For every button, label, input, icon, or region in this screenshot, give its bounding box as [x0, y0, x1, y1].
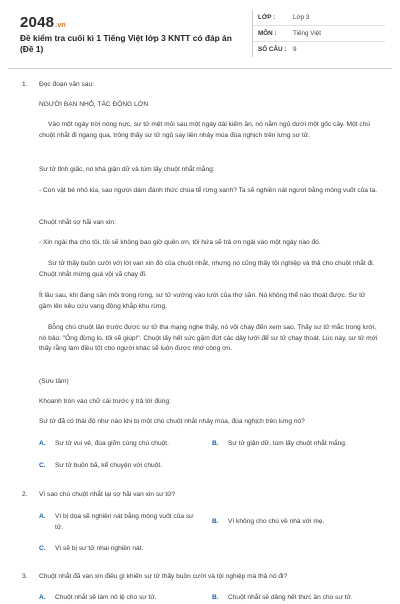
- story-paragraph: Bỗng chú chuột lần trước được sư tử tha mạng nghe thấy, nó vội chạy đến xem sao. Thấy sư tử mắc trong lưới, nó bảo: "Ông đừng lo, tôi sẽ giúp!". Chuột lấy hết sức gặm đứt các dây lưới để sư tử chạy thoát. Lúc này, sư tử mới thấy rằng làm điều tốt cho người khác sẽ luôn được nhớ công ơn.: [39, 324, 378, 352]
- question-text: Sư tử đã có thái độ như nào khi bị một chú chuột nhắt nhảy múa, đùa nghịch trên lưng nó?: [39, 418, 305, 425]
- question-text: Vì sao chú chuột nhắt lại sợ hãi van xin sư tử?: [39, 491, 176, 498]
- option-text: Sư tử giận dữ, túm lấy chuột nhắt mắng.: [228, 440, 347, 447]
- page-header: [0, 0, 400, 66]
- header-divider: [8, 68, 392, 69]
- option-letter: B.: [212, 594, 219, 601]
- option-letter: B.: [212, 518, 219, 525]
- meta-value: Tiếng Việt: [293, 30, 322, 37]
- option-letter: A.: [39, 594, 46, 601]
- story-paragraph: Ít lâu sau, khi đang săn mồi trong rừng, sư tử vướng vào lưới của thợ săn. Nó không thể nào thoát được. Sư tử gầm lên kêu cứu vang động khắp khu rừng.: [39, 292, 366, 310]
- option-letter: C.: [39, 462, 46, 469]
- question-prompt: Đọc đoạn văn sau:: [39, 81, 94, 88]
- question-number: 1.: [22, 81, 28, 88]
- story-paragraph: Sư tử thấy buồn cười với lời van xin đó của chuột nhắt, nhưng nó cũng thấy tội nghiệp và thả cho chuột nhắt đi. Chuột nhắt mừng quá vội vã chạy đi.: [39, 260, 375, 278]
- document-title: Đề kiểm tra cuối kì 1 Tiếng Việt lớp 3 KNTT có đáp án (Đề 1): [20, 33, 232, 54]
- question-text: Chuột nhắt đã van xin điều gì khiến sư tử thấy buồn cười và tội nghiệp mà thả nó đi?: [39, 573, 288, 580]
- meta-label: LỚP :: [258, 14, 276, 21]
- question-instruction: Khoanh tròn vào chữ cái trước ý trả lời đúng:: [39, 398, 171, 405]
- logo-text: 2048: [20, 14, 55, 31]
- option-text: Vì bị dọa sẽ nghiền nát bằng móng vuốt của sư tử.: [55, 513, 194, 531]
- option-letter: B.: [212, 440, 219, 447]
- question-number: 2.: [22, 491, 28, 498]
- site-logo[interactable]: [20, 14, 66, 31]
- story-paragraph: Chuột nhắt sợ hãi van xin:: [39, 219, 116, 226]
- option-letter: A.: [39, 440, 46, 447]
- option-text: Vì không cho chú về nhà với mẹ.: [228, 518, 325, 525]
- option-text: Chuột nhắt sẽ dâng hết thức ăn cho sư tử.: [228, 594, 353, 601]
- option-text: Sư tử vui vẻ, đùa giỡn cùng chú chuột.: [55, 440, 169, 447]
- story-paragraph: - Xin ngài tha cho tôi, tôi sẽ không bao giờ quên ơn, tôi hứa sẽ trả ơn ngài vào một ngày nào đó.: [39, 239, 321, 246]
- meta-label: MÔN :: [258, 30, 277, 37]
- meta-row-count: [253, 42, 385, 57]
- option-text: Chuột nhắt sẽ làm nô lệ cho sư tử.: [55, 594, 157, 601]
- meta-value: Lớp 3: [293, 14, 310, 21]
- logo-tld: .vn: [55, 22, 66, 29]
- story-source: (Sưu tầm): [39, 378, 69, 385]
- meta-row-class: [253, 10, 385, 26]
- answer-option-a[interactable]: [39, 512, 207, 534]
- story-paragraph: - Con vật bé nhỏ kia, sao ngươi dám đánh thức chúa tể rừng xanh? Ta sẽ nghiền nát ngươi bằng móng vuốt của ta.: [39, 187, 378, 194]
- meta-table: [252, 10, 385, 57]
- option-letter: C.: [39, 545, 46, 552]
- story-title: NGƯỜI BẠN NHỎ, TÁC ĐỘNG LỚN: [39, 101, 149, 108]
- question-number: 3.: [22, 573, 28, 580]
- meta-row-subject: [253, 26, 385, 42]
- option-letter: A.: [39, 513, 46, 520]
- meta-label: SỐ CÂU :: [258, 46, 287, 53]
- option-text: Vì sẽ bị sư tử nhai nghiền nát.: [55, 545, 144, 552]
- story-paragraph: Vào một ngày trời nóng nực, sư tử mệt mỏi sau một ngày dài kiếm ăn, nó nằm ngủ dưới một gốc cây. Một chú chuột nhắt đi ngang qua, trông thấy sư tử ngủ say liền nhảy múa đùa nghịch trên lưng sư tử.: [39, 121, 370, 139]
- meta-value: 9: [293, 46, 297, 53]
- option-text: Sư tử buồn bã, kể chuyện với chuột.: [55, 462, 162, 469]
- story-paragraph: Sư tử tỉnh giấc, nó khá giận dữ và túm lấy chuột nhắt mắng:: [39, 166, 215, 173]
